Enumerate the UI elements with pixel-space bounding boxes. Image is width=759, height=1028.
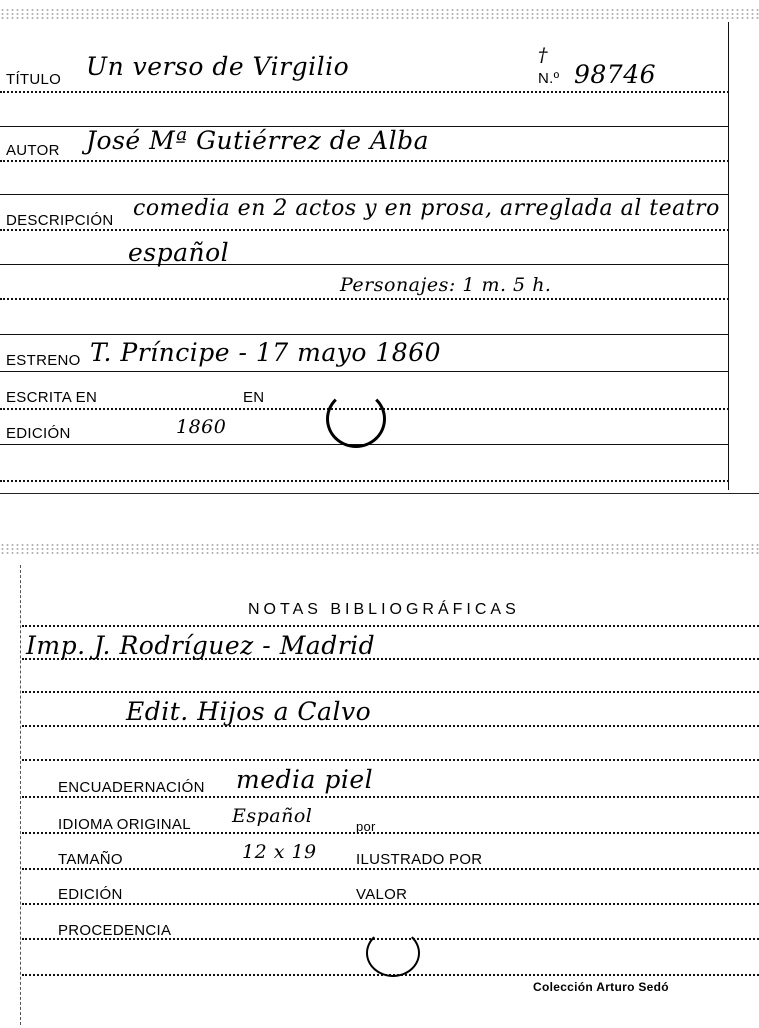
rule-line [22, 625, 759, 627]
tamano-label: TAMAÑO [58, 851, 123, 868]
valor-label: VALOR [356, 886, 408, 903]
en-label: EN [243, 389, 265, 406]
descripcion-line-2: español [128, 238, 230, 267]
rule-line [0, 194, 729, 195]
numero-label: N.º [538, 70, 560, 87]
edicion-label: EDICIÓN [58, 886, 123, 903]
nota-line-2: Edit. Hijos a Calvo [126, 697, 372, 726]
notas-header: NOTAS BIBLIOGRÁFICAS [248, 601, 520, 618]
coleccion-footer: Colección Arturo Sedó [533, 980, 669, 994]
rule-line [22, 759, 759, 761]
edicion-value: 1860 [176, 416, 227, 438]
card-edge-speckle [0, 543, 759, 555]
catalog-card-front [0, 0, 759, 494]
cross-mark: † [538, 44, 548, 66]
catalog-card-back [0, 537, 759, 1028]
escrita-en-label: ESCRITA EN [6, 389, 98, 406]
estreno-value: T. Príncipe - 17 mayo 1860 [90, 338, 442, 367]
procedencia-label: PROCEDENCIA [58, 922, 172, 939]
punch-hole [366, 929, 420, 977]
punch-hole [326, 390, 386, 448]
rule-line [22, 903, 759, 905]
left-margin-line [20, 565, 21, 1025]
autor-label: AUTOR [6, 142, 60, 159]
rule-line [0, 480, 729, 482]
rule-line [0, 264, 729, 265]
por-label: por [356, 819, 376, 834]
titulo-label: TÍTULO [6, 71, 62, 88]
rule-line [0, 334, 729, 335]
rule-line [22, 796, 759, 798]
rule-line [0, 229, 729, 231]
idioma-value: Español [232, 805, 313, 827]
titulo-value: Un verso de Virgilio [86, 52, 350, 81]
estreno-label: ESTRENO [6, 352, 81, 369]
nota-line-1: Imp. J. Rodríguez - Madrid [26, 631, 376, 660]
rule-line [22, 691, 759, 693]
rule-line [0, 160, 729, 162]
encuadernacion-value: media piel [236, 765, 374, 794]
tamano-value: 12 x 19 [242, 841, 317, 863]
edicion-label: EDICIÓN [6, 425, 71, 442]
rule-line [0, 91, 729, 93]
idioma-label: IDIOMA ORIGINAL [58, 816, 191, 833]
descripcion-line-3: Personajes: 1 m. 5 h. [340, 274, 552, 296]
right-margin-line [728, 22, 729, 490]
card-edge-speckle [0, 8, 759, 20]
descripcion-label: DESCRIPCIÓN [6, 212, 114, 229]
descripcion-line-1: comedia en 2 actos y en prosa, arreglada al teatro [133, 196, 720, 221]
numero-value: 98746 [574, 60, 657, 89]
rule-line [0, 298, 729, 300]
autor-value: José Mª Gutiérrez de Alba [86, 126, 429, 155]
encuadernacion-label: ENCUADERNACIÓN [58, 779, 205, 796]
rule-line [0, 371, 729, 372]
ilustrado-label: ILUSTRADO POR [356, 851, 483, 868]
rule-line [22, 868, 759, 870]
